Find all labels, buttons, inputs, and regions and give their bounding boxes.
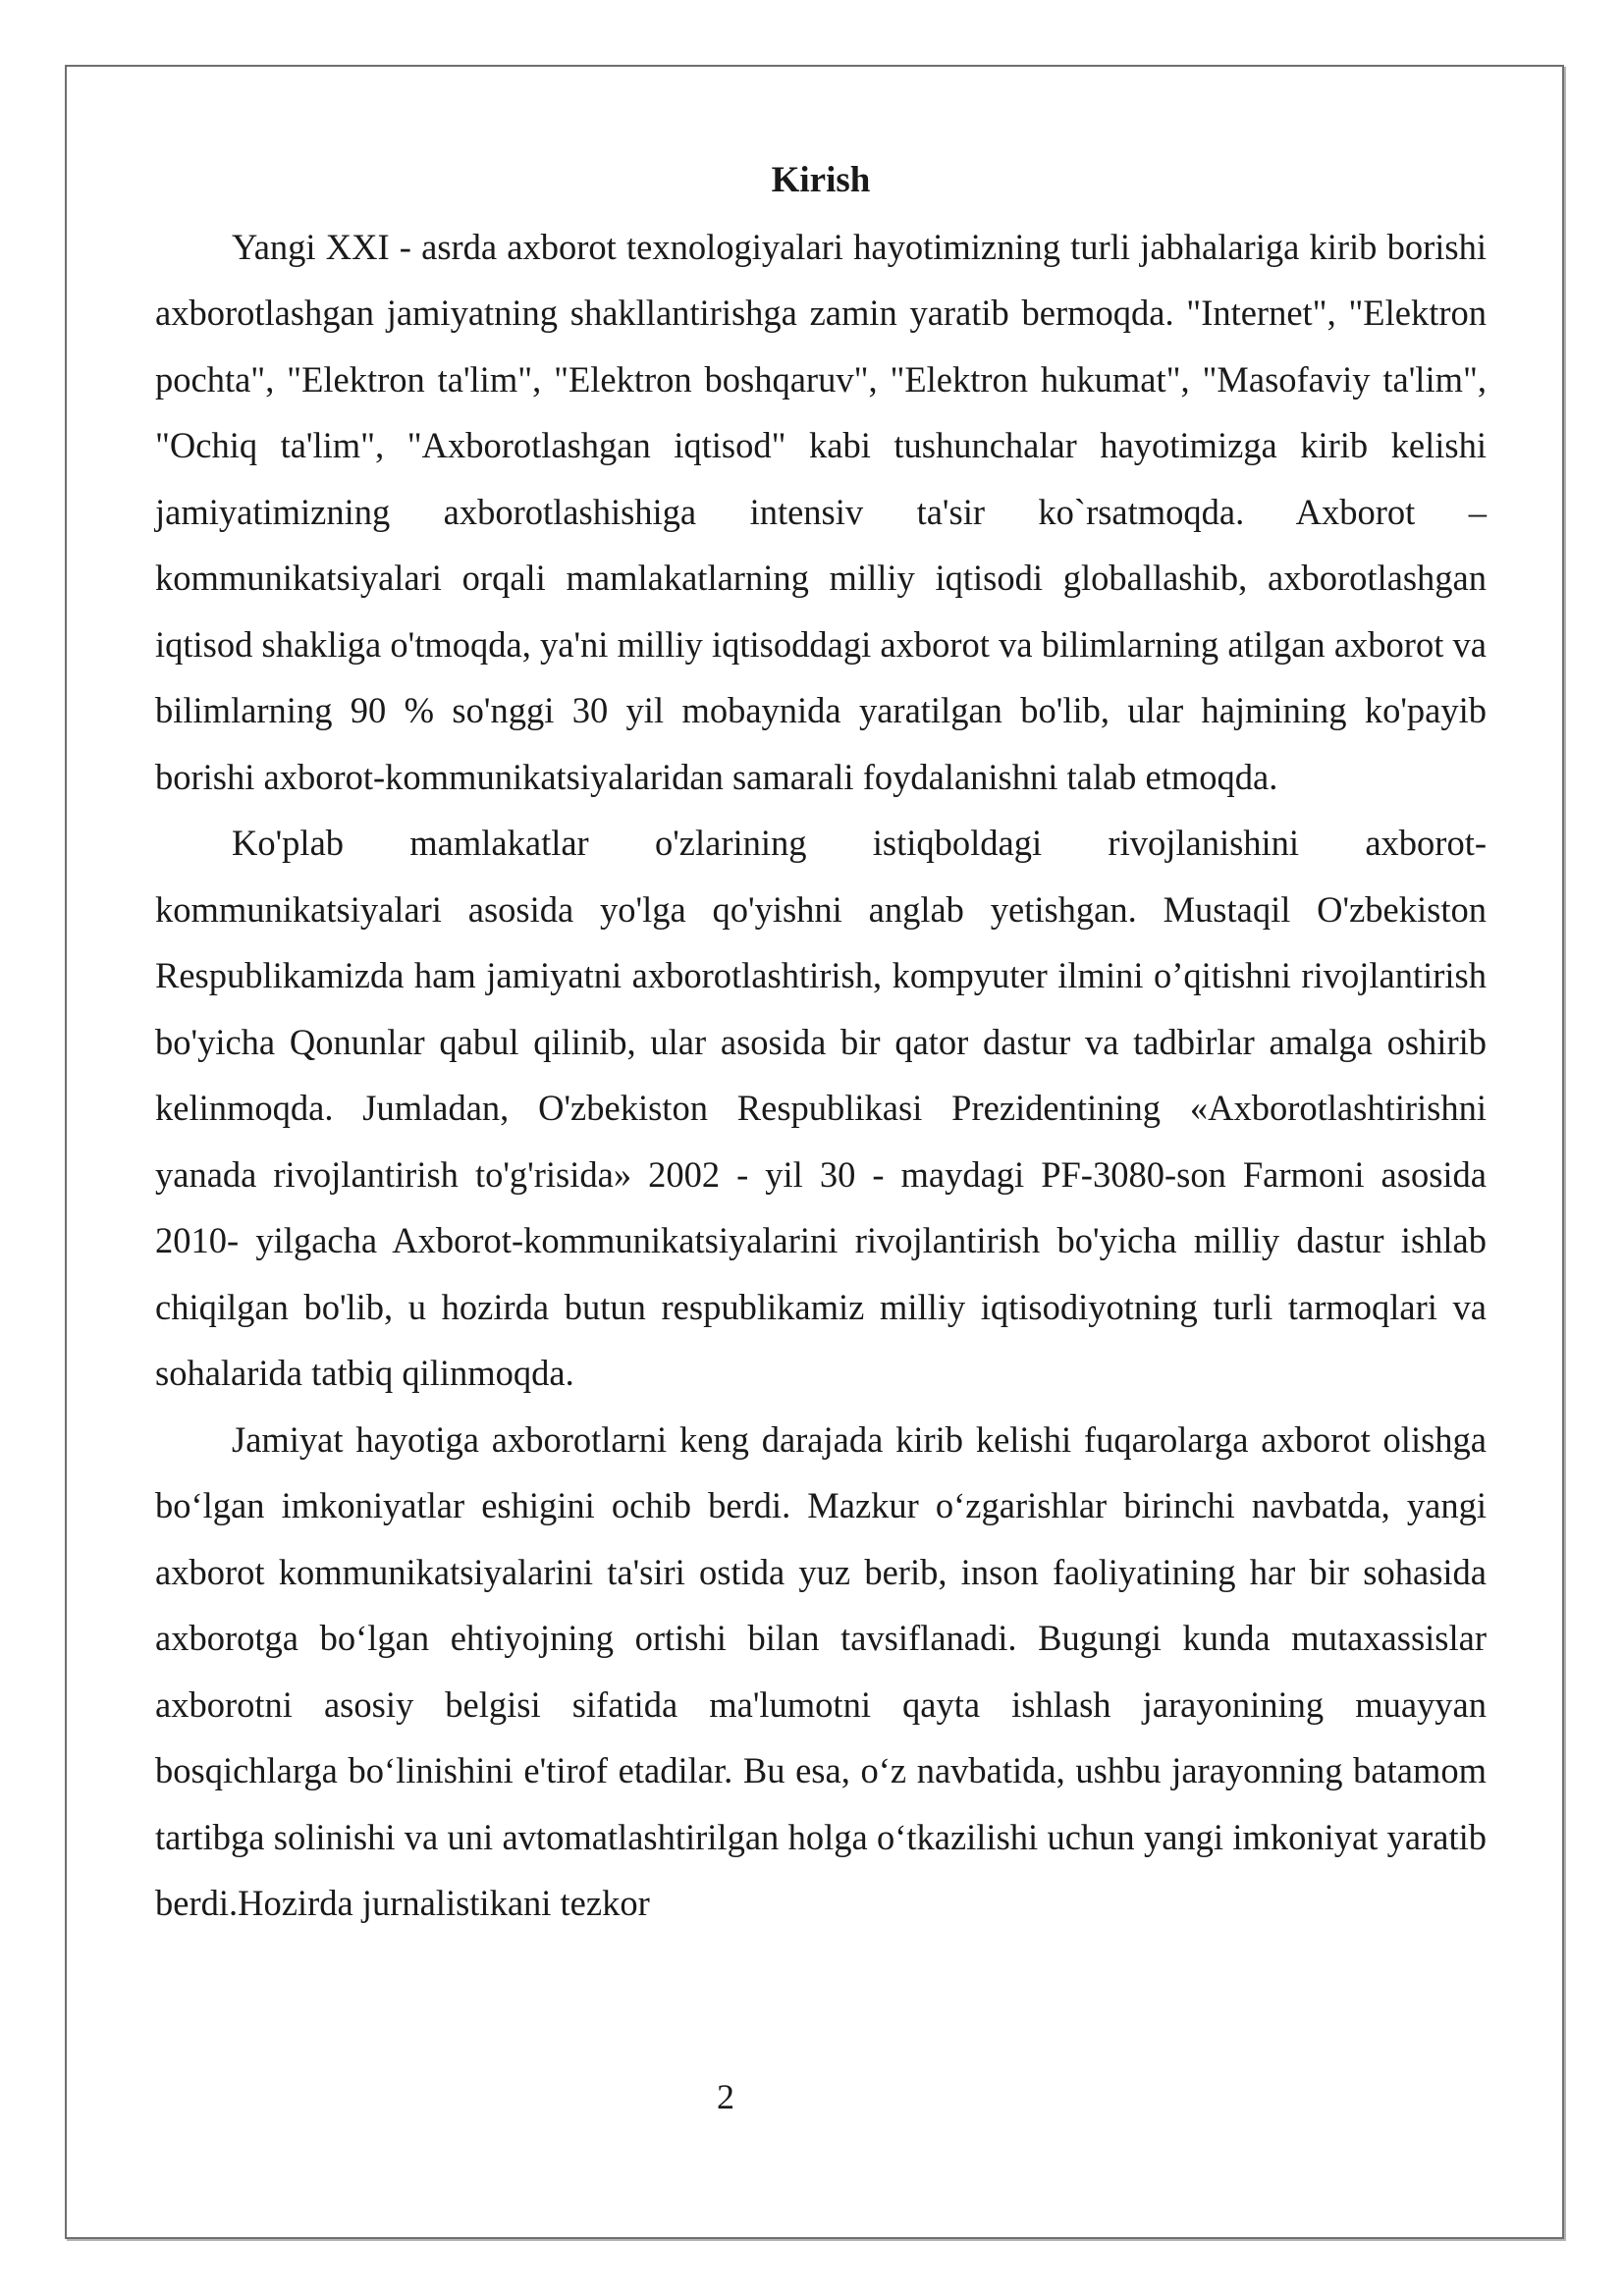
document-body xyxy=(155,147,1487,1937)
paragraph-3: Jamiyat hayotiga axborotlarni keng darajada kirib kelishi fuqarolarga axborot olishga bo‘lgan imkoniyatlar eshigini ochib berdi. Mazkur o‘zgarishlar birinchi navbatda, yangi axborot kommunikatsiyalarini ta'siri ostida yuz berib, inson faoliyatining har bir sohasida axborotga bo‘lgan ehtiyojning ortishi bilan tavsiflanadi. Bugungi kunda mutaxassislar axborotni asosiy belgisi sifatida ma'lumotni qayta ishlash jarayonining muayyan bosqichlarga bo‘linishini e'tirof etadilar. Bu esa, o‘z navbatida, ushbu jarayonning batamom tartibga solinishi va uni avtomatlashtirilgan holga o‘tkazilishi uchun yangi imkoniyat yaratib berdi.Hozirda jurnalistikani tezkor xyxy=(155,1418,1487,1923)
paragraph-1: Yangi XXI - asrda axborot texnologiyalari hayotimizning turli jabhalariga kirib borishi axborotlashgan jamiyatning shakllantirishga zamin yaratib bermoqda. "Internet", "Elektron pochta", "Elektron ta'lim", "Elektron boshqaruv", "Elektron hukumat", "Masofaviy ta'lim", "Ochiq ta'lim", "Axborotlashgan iqtisod" kabi tushunchalar hayotimizga kirib kelishi jamiyatimizning axborotlashishiga intensiv ta'sir ko`rsatmoqda. Axborot – kommunikatsiyalari orqali mamlakatlarning milliy iqtisodi globallashib, axborotlashgan iqtisod shakliga o'tmoqda, ya'ni milliy iqtisoddagi axborot va bilimlarning atilgan axborot va bilimlarning 90 % so'nggi 30 yil mobaynida yaratilgan bo'lib, ular hajmining ko'payib borishi axborot-kommunikatsiyalaridan samarali foydalanishni talab etmoqda. xyxy=(155,226,1487,797)
document-title: Kirish xyxy=(771,160,871,200)
page-number: 2 xyxy=(717,2077,734,2116)
paragraph-2: Ko'plab mamlakatlar o'zlarining istiqboldagi rivojlanishini axborot-kommunikatsiyalari asosida yo'lga qo'yishni anglab yetishgan. Mustaqil O'zbekiston Respublikamizda ham jamiyatni axborotlashtirish, kompyuter ilmini o’qitishni rivojlantirish bo'yicha Qonunlar qabul qilinib, ular asosida bir qator dastur va tadbirlar amalga oshirib kelinmoqda. Jumladan, O'zbekiston Respublikasi Prezidentining «Axborotlashtirishni yanada rivojlantirish to'g'risida» 2002 - yil 30 - maydagi PF-3080-son Farmoni asosida 2010- yilgacha Axborot-kommunikatsiyalarini rivojlantirish bo'yicha milliy dastur ishlab chiqilgan bo'lib, u hozirda butun respublikamiz milliy iqtisodiyotning turli tarmoqlari va sohalarida tatbiq qilinmoqda. xyxy=(155,823,1487,1393)
